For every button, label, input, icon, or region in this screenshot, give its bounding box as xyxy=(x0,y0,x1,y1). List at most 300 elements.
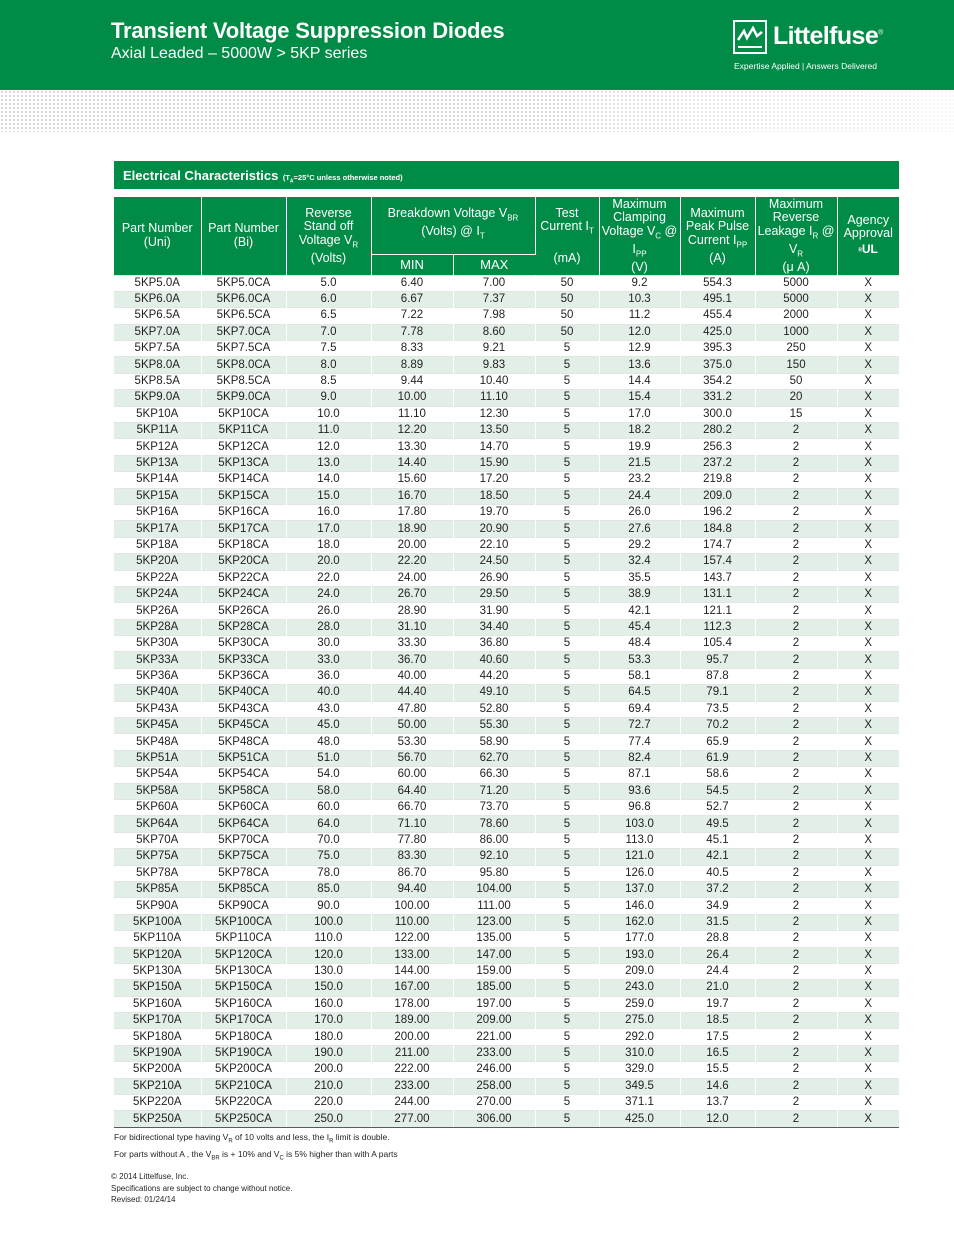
cell-agency-approval: X xyxy=(837,767,899,783)
cell-part-bi: 5KP7.5CA xyxy=(201,341,286,357)
table-row xyxy=(114,734,899,750)
brand-logo xyxy=(733,20,893,70)
cell-breakdown-min: 33.30 xyxy=(371,636,453,652)
cell-breakdown-max: 95.80 xyxy=(453,865,535,881)
cell-test-current: 5 xyxy=(535,996,599,1012)
cell-breakdown-min: 15.60 xyxy=(371,472,453,488)
cell-standoff-voltage: 20.0 xyxy=(286,554,371,570)
cell-peak-pulse-current: 105.4 xyxy=(680,636,755,652)
cell-breakdown-min: 40.00 xyxy=(371,668,453,684)
cell-breakdown-max: 66.30 xyxy=(453,767,535,783)
cell-standoff-voltage: 60.0 xyxy=(286,800,371,816)
cell-standoff-voltage: 6.0 xyxy=(286,291,371,307)
cell-agency-approval: X xyxy=(837,341,899,357)
table-row xyxy=(114,1062,899,1078)
cell-agency-approval: X xyxy=(837,668,899,684)
col-header-peak-pulse: Maximum Peak Pulse Current $I_{PP}$ (A) xyxy=(680,197,755,275)
cell-part-bi: 5KP51CA xyxy=(201,750,286,766)
cell-standoff-voltage: 18.0 xyxy=(286,537,371,553)
page-title: Transient Voltage Suppression Diodes xyxy=(111,18,505,43)
cell-part-bi: 5KP70CA xyxy=(201,832,286,848)
cell-part-uni: 5KP160A xyxy=(114,996,201,1012)
cell-breakdown-min: 94.40 xyxy=(371,881,453,897)
cell-standoff-voltage: 17.0 xyxy=(286,521,371,537)
note-bidirectional: For bidirectional type having $V_R$ of 10 volts and less, the $I_R$ limit is double. xyxy=(114,1132,390,1145)
cell-standoff-voltage: 64.0 xyxy=(286,816,371,832)
cell-clamping-voltage: 77.4 xyxy=(599,734,680,750)
section-note: ($T_A=25^\circ C$ unless otherwise noted) xyxy=(282,173,403,185)
cell-part-bi: 5KP24CA xyxy=(201,586,286,602)
cell-peak-pulse-current: 18.5 xyxy=(680,1013,755,1029)
cell-agency-approval: X xyxy=(837,275,899,291)
cell-clamping-voltage: 275.0 xyxy=(599,1013,680,1029)
cell-standoff-voltage: 160.0 xyxy=(286,996,371,1012)
cell-breakdown-max: 34.40 xyxy=(453,619,535,635)
cell-peak-pulse-current: 196.2 xyxy=(680,504,755,520)
cell-part-bi: 5KP110CA xyxy=(201,931,286,947)
cell-part-bi: 5KP150CA xyxy=(201,980,286,996)
cell-part-uni: 5KP58A xyxy=(114,783,201,799)
cell-part-bi: 5KP28CA xyxy=(201,619,286,635)
cell-agency-approval: X xyxy=(837,324,899,340)
cell-part-bi: 5KP58CA xyxy=(201,783,286,799)
cell-standoff-voltage: 9.0 xyxy=(286,390,371,406)
cell-clamping-voltage: 103.0 xyxy=(599,816,680,832)
disclaimer: Specifications are subject to change without notice. xyxy=(111,1183,293,1193)
table-row xyxy=(114,914,899,930)
table-row xyxy=(114,701,899,717)
col-header-leakage: Maximum Reverse Leakage $I_R$ @ $V_R$ (μ A) xyxy=(755,197,837,275)
cell-test-current: 5 xyxy=(535,455,599,471)
cell-part-uni: 5KP6.5A xyxy=(114,308,201,324)
cell-breakdown-min: 100.00 xyxy=(371,898,453,914)
col-header-part-bi: Part Number (Bi) xyxy=(201,197,286,275)
cell-clamping-voltage: 26.0 xyxy=(599,504,680,520)
cell-breakdown-min: 22.20 xyxy=(371,554,453,570)
cell-part-uni: 5KP5.0A xyxy=(114,275,201,291)
cell-reverse-leakage: 5000 xyxy=(755,291,837,307)
brand-tagline: Expertise Applied | Answers Delivered xyxy=(734,61,878,71)
cell-part-bi: 5KP40CA xyxy=(201,685,286,701)
cell-reverse-leakage: 2 xyxy=(755,570,837,586)
table-row xyxy=(114,603,899,619)
cell-agency-approval: X xyxy=(837,947,899,963)
cell-breakdown-max: 7.00 xyxy=(453,275,535,291)
cell-breakdown-max: 44.20 xyxy=(453,668,535,684)
cell-part-bi: 5KP210CA xyxy=(201,1078,286,1094)
cell-part-bi: 5KP200CA xyxy=(201,1062,286,1078)
cell-reverse-leakage: 2 xyxy=(755,1078,837,1094)
cell-part-uni: 5KP250A xyxy=(114,1111,201,1127)
cell-peak-pulse-current: 45.1 xyxy=(680,832,755,848)
cell-part-bi: 5KP85CA xyxy=(201,881,286,897)
cell-standoff-voltage: 85.0 xyxy=(286,881,371,897)
cell-part-uni: 5KP110A xyxy=(114,931,201,947)
cell-part-uni: 5KP200A xyxy=(114,1062,201,1078)
cell-standoff-voltage: 6.5 xyxy=(286,308,371,324)
table-row xyxy=(114,1111,899,1127)
cell-clamping-voltage: 42.1 xyxy=(599,603,680,619)
cell-part-bi: 5KP64CA xyxy=(201,816,286,832)
cell-reverse-leakage: 2 xyxy=(755,947,837,963)
cell-test-current: 5 xyxy=(535,931,599,947)
cell-standoff-voltage: 10.0 xyxy=(286,406,371,422)
cell-standoff-voltage: 170.0 xyxy=(286,1013,371,1029)
cell-breakdown-max: 12.30 xyxy=(453,406,535,422)
cell-peak-pulse-current: 52.7 xyxy=(680,800,755,816)
cell-test-current: 5 xyxy=(535,603,599,619)
cell-test-current: 5 xyxy=(535,1013,599,1029)
cell-breakdown-min: 71.10 xyxy=(371,816,453,832)
cell-breakdown-min: 8.89 xyxy=(371,357,453,373)
cell-agency-approval: X xyxy=(837,750,899,766)
cell-peak-pulse-current: 28.8 xyxy=(680,931,755,947)
table-row xyxy=(114,586,899,602)
cell-part-bi: 5KP22CA xyxy=(201,570,286,586)
cell-breakdown-max: 9.21 xyxy=(453,341,535,357)
cell-test-current: 5 xyxy=(535,767,599,783)
table-row xyxy=(114,521,899,537)
cell-reverse-leakage: 2 xyxy=(755,636,837,652)
cell-agency-approval: X xyxy=(837,423,899,439)
cell-clamping-voltage: 96.8 xyxy=(599,800,680,816)
cell-reverse-leakage: 2 xyxy=(755,849,837,865)
cell-reverse-leakage: 2 xyxy=(755,881,837,897)
cell-agency-approval: X xyxy=(837,1095,899,1111)
cell-test-current: 5 xyxy=(535,1045,599,1061)
cell-reverse-leakage: 2 xyxy=(755,586,837,602)
cell-reverse-leakage: 2 xyxy=(755,701,837,717)
cell-reverse-leakage: 15 xyxy=(755,406,837,422)
cell-reverse-leakage: 50 xyxy=(755,373,837,389)
cell-peak-pulse-current: 15.5 xyxy=(680,1062,755,1078)
cell-agency-approval: X xyxy=(837,1062,899,1078)
cell-standoff-voltage: 7.0 xyxy=(286,324,371,340)
cell-reverse-leakage: 2 xyxy=(755,504,837,520)
table-row xyxy=(114,1029,899,1045)
cell-test-current: 5 xyxy=(535,636,599,652)
table-row xyxy=(114,636,899,652)
cell-breakdown-min: 31.10 xyxy=(371,619,453,635)
cell-breakdown-min: 56.70 xyxy=(371,750,453,766)
cell-clamping-voltage: 113.0 xyxy=(599,832,680,848)
cell-peak-pulse-current: 280.2 xyxy=(680,423,755,439)
cell-part-bi: 5KP20CA xyxy=(201,554,286,570)
table-row xyxy=(114,308,899,324)
cell-peak-pulse-current: 121.1 xyxy=(680,603,755,619)
cell-standoff-voltage: 200.0 xyxy=(286,1062,371,1078)
cell-reverse-leakage: 2 xyxy=(755,1029,837,1045)
cell-part-bi: 5KP170CA xyxy=(201,1013,286,1029)
cell-breakdown-min: 17.80 xyxy=(371,504,453,520)
cell-standoff-voltage: 24.0 xyxy=(286,586,371,602)
cell-test-current: 5 xyxy=(535,1111,599,1127)
cell-part-bi: 5KP7.0CA xyxy=(201,324,286,340)
cell-reverse-leakage: 2 xyxy=(755,996,837,1012)
cell-reverse-leakage: 2 xyxy=(755,652,837,668)
cell-clamping-voltage: 35.5 xyxy=(599,570,680,586)
cell-breakdown-min: 28.90 xyxy=(371,603,453,619)
cell-breakdown-max: 26.90 xyxy=(453,570,535,586)
cell-agency-approval: X xyxy=(837,783,899,799)
cell-breakdown-min: 20.00 xyxy=(371,537,453,553)
cell-breakdown-min: 6.67 xyxy=(371,291,453,307)
cell-clamping-voltage: 12.9 xyxy=(599,341,680,357)
cell-reverse-leakage: 2 xyxy=(755,832,837,848)
cell-reverse-leakage: 150 xyxy=(755,357,837,373)
cell-part-bi: 5KP120CA xyxy=(201,947,286,963)
cell-part-bi: 5KP26CA xyxy=(201,603,286,619)
cell-test-current: 5 xyxy=(535,652,599,668)
cell-agency-approval: X xyxy=(837,357,899,373)
cell-test-current: 5 xyxy=(535,718,599,734)
cell-part-bi: 5KP60CA xyxy=(201,800,286,816)
cell-clamping-voltage: 292.0 xyxy=(599,1029,680,1045)
cell-breakdown-min: 11.10 xyxy=(371,406,453,422)
cell-reverse-leakage: 2 xyxy=(755,750,837,766)
cell-part-uni: 5KP54A xyxy=(114,767,201,783)
cell-part-bi: 5KP54CA xyxy=(201,767,286,783)
cell-breakdown-min: 86.70 xyxy=(371,865,453,881)
table-row xyxy=(114,423,899,439)
cell-agency-approval: X xyxy=(837,603,899,619)
cell-standoff-voltage: 190.0 xyxy=(286,1045,371,1061)
section-header-bar xyxy=(114,161,899,189)
cell-breakdown-min: 64.40 xyxy=(371,783,453,799)
cell-peak-pulse-current: 65.9 xyxy=(680,734,755,750)
cell-clamping-voltage: 162.0 xyxy=(599,914,680,930)
cell-breakdown-min: 77.80 xyxy=(371,832,453,848)
cell-breakdown-max: 8.60 xyxy=(453,324,535,340)
cell-test-current: 5 xyxy=(535,390,599,406)
cell-breakdown-max: 36.80 xyxy=(453,636,535,652)
cell-agency-approval: X xyxy=(837,390,899,406)
cell-peak-pulse-current: 95.7 xyxy=(680,652,755,668)
cell-reverse-leakage: 2 xyxy=(755,931,837,947)
cell-agency-approval: X xyxy=(837,1078,899,1094)
cell-clamping-voltage: 126.0 xyxy=(599,865,680,881)
cell-clamping-voltage: 18.2 xyxy=(599,423,680,439)
cell-breakdown-min: 189.00 xyxy=(371,1013,453,1029)
cell-standoff-voltage: 26.0 xyxy=(286,603,371,619)
cell-standoff-voltage: 7.5 xyxy=(286,341,371,357)
cell-test-current: 5 xyxy=(535,783,599,799)
cell-part-bi: 5KP12CA xyxy=(201,439,286,455)
cell-clamping-voltage: 69.4 xyxy=(599,701,680,717)
cell-test-current: 5 xyxy=(535,1095,599,1111)
cell-agency-approval: X xyxy=(837,1045,899,1061)
cell-agency-approval: X xyxy=(837,963,899,979)
cell-reverse-leakage: 2 xyxy=(755,488,837,504)
cell-breakdown-min: 26.70 xyxy=(371,586,453,602)
cell-standoff-voltage: 45.0 xyxy=(286,718,371,734)
cell-part-uni: 5KP13A xyxy=(114,455,201,471)
cell-agency-approval: X xyxy=(837,996,899,1012)
cell-test-current: 5 xyxy=(535,832,599,848)
cell-part-bi: 5KP220CA xyxy=(201,1095,286,1111)
cell-clamping-voltage: 24.4 xyxy=(599,488,680,504)
cell-part-bi: 5KP5.0CA xyxy=(201,275,286,291)
cell-agency-approval: X xyxy=(837,537,899,553)
cell-peak-pulse-current: 61.9 xyxy=(680,750,755,766)
cell-reverse-leakage: 2 xyxy=(755,1111,837,1127)
cell-clamping-voltage: 209.0 xyxy=(599,963,680,979)
cell-reverse-leakage: 2 xyxy=(755,537,837,553)
cell-agency-approval: X xyxy=(837,1013,899,1029)
cell-breakdown-max: 62.70 xyxy=(453,750,535,766)
cell-part-bi: 5KP13CA xyxy=(201,455,286,471)
cell-standoff-voltage: 8.5 xyxy=(286,373,371,389)
cell-agency-approval: X xyxy=(837,1111,899,1127)
table-row xyxy=(114,504,899,520)
cell-clamping-voltage: 310.0 xyxy=(599,1045,680,1061)
cell-breakdown-max: 209.00 xyxy=(453,1013,535,1029)
cell-agency-approval: X xyxy=(837,472,899,488)
cell-test-current: 5 xyxy=(535,406,599,422)
cell-peak-pulse-current: 209.0 xyxy=(680,488,755,504)
cell-reverse-leakage: 2 xyxy=(755,980,837,996)
cell-reverse-leakage: 2 xyxy=(755,816,837,832)
cell-test-current: 5 xyxy=(535,816,599,832)
cell-agency-approval: X xyxy=(837,291,899,307)
revised-date: Revised: 01/24/14 xyxy=(111,1195,176,1204)
table-row xyxy=(114,881,899,897)
cell-peak-pulse-current: 17.5 xyxy=(680,1029,755,1045)
cell-reverse-leakage: 2 xyxy=(755,1062,837,1078)
cell-standoff-voltage: 48.0 xyxy=(286,734,371,750)
cell-part-uni: 5KP24A xyxy=(114,586,201,602)
cell-part-uni: 5KP8.5A xyxy=(114,373,201,389)
cell-agency-approval: X xyxy=(837,881,899,897)
cell-agency-approval: X xyxy=(837,1029,899,1045)
cell-part-bi: 5KP90CA xyxy=(201,898,286,914)
cell-breakdown-min: 36.70 xyxy=(371,652,453,668)
col-header-test-current: Test Current $I_T$ (mA) xyxy=(535,197,599,275)
cell-clamping-voltage: 48.4 xyxy=(599,636,680,652)
col-header-breakdown: Breakdown Voltage $V_{BR}$ (Volts) @ $I_T$ xyxy=(371,197,535,254)
cell-agency-approval: X xyxy=(837,865,899,881)
cell-agency-approval: X xyxy=(837,406,899,422)
table-row xyxy=(114,472,899,488)
cell-breakdown-min: 7.78 xyxy=(371,324,453,340)
cell-part-uni: 5KP150A xyxy=(114,980,201,996)
cell-peak-pulse-current: 554.3 xyxy=(680,275,755,291)
cell-reverse-leakage: 2 xyxy=(755,783,837,799)
cell-breakdown-max: 73.70 xyxy=(453,800,535,816)
cell-peak-pulse-current: 34.9 xyxy=(680,898,755,914)
cell-test-current: 5 xyxy=(535,898,599,914)
cell-breakdown-max: 86.00 xyxy=(453,832,535,848)
table-row xyxy=(114,931,899,947)
cell-agency-approval: X xyxy=(837,439,899,455)
table-row xyxy=(114,980,899,996)
cell-part-bi: 5KP78CA xyxy=(201,865,286,881)
cell-reverse-leakage: 2000 xyxy=(755,308,837,324)
cell-reverse-leakage: 2 xyxy=(755,1013,837,1029)
cell-part-uni: 5KP30A xyxy=(114,636,201,652)
table-row xyxy=(114,652,899,668)
cell-breakdown-max: 197.00 xyxy=(453,996,535,1012)
cell-clamping-voltage: 193.0 xyxy=(599,947,680,963)
cell-agency-approval: X xyxy=(837,701,899,717)
cell-clamping-voltage: 371.1 xyxy=(599,1095,680,1111)
cell-part-uni: 5KP70A xyxy=(114,832,201,848)
cell-breakdown-min: 7.22 xyxy=(371,308,453,324)
cell-test-current: 50 xyxy=(535,275,599,291)
cell-peak-pulse-current: 31.5 xyxy=(680,914,755,930)
cell-breakdown-min: 10.00 xyxy=(371,390,453,406)
cell-test-current: 5 xyxy=(535,570,599,586)
table-row xyxy=(114,783,899,799)
cell-breakdown-max: 29.50 xyxy=(453,586,535,602)
cell-breakdown-min: 66.70 xyxy=(371,800,453,816)
col-header-part-uni: Part Number (Uni) xyxy=(114,197,201,275)
cell-agency-approval: X xyxy=(837,373,899,389)
cell-test-current: 5 xyxy=(535,504,599,520)
cell-breakdown-max: 58.90 xyxy=(453,734,535,750)
table-row xyxy=(114,324,899,340)
cell-breakdown-min: 200.00 xyxy=(371,1029,453,1045)
cell-part-bi: 5KP75CA xyxy=(201,849,286,865)
cell-breakdown-min: 6.40 xyxy=(371,275,453,291)
cell-breakdown-max: 19.70 xyxy=(453,504,535,520)
cell-reverse-leakage: 2 xyxy=(755,685,837,701)
cell-breakdown-max: 13.50 xyxy=(453,423,535,439)
table-row xyxy=(114,619,899,635)
cell-part-uni: 5KP220A xyxy=(114,1095,201,1111)
cell-breakdown-min: 222.00 xyxy=(371,1062,453,1078)
cell-clamping-voltage: 27.6 xyxy=(599,521,680,537)
cell-reverse-leakage: 2 xyxy=(755,718,837,734)
cell-part-uni: 5KP120A xyxy=(114,947,201,963)
cell-peak-pulse-current: 87.8 xyxy=(680,668,755,684)
cell-breakdown-max: 111.00 xyxy=(453,898,535,914)
cell-clamping-voltage: 32.4 xyxy=(599,554,680,570)
cell-breakdown-max: 135.00 xyxy=(453,931,535,947)
cell-breakdown-max: 55.30 xyxy=(453,718,535,734)
page-subtitle: Axial Leaded – 5000W > 5KP series xyxy=(111,45,368,62)
table-row xyxy=(114,488,899,504)
table-row xyxy=(114,800,899,816)
brand-name: Littelfuse® xyxy=(773,22,883,50)
cell-part-bi: 5KP45CA xyxy=(201,718,286,734)
table-row xyxy=(114,996,899,1012)
cell-agency-approval: X xyxy=(837,554,899,570)
cell-breakdown-min: 211.00 xyxy=(371,1045,453,1061)
cell-breakdown-max: 270.00 xyxy=(453,1095,535,1111)
cell-part-bi: 5KP36CA xyxy=(201,668,286,684)
cell-breakdown-min: 12.20 xyxy=(371,423,453,439)
copyright: © 2014 Littelfuse, Inc. xyxy=(111,1172,189,1181)
table-notes xyxy=(114,1131,398,1164)
cell-clamping-voltage: 137.0 xyxy=(599,881,680,897)
cell-reverse-leakage: 1000 xyxy=(755,324,837,340)
cell-reverse-leakage: 2 xyxy=(755,603,837,619)
cell-peak-pulse-current: 375.0 xyxy=(680,357,755,373)
cell-breakdown-min: 18.90 xyxy=(371,521,453,537)
cell-part-uni: 5KP75A xyxy=(114,849,201,865)
cell-part-bi: 5KP16CA xyxy=(201,504,286,520)
cell-breakdown-max: 22.10 xyxy=(453,537,535,553)
cell-part-bi: 5KP14CA xyxy=(201,472,286,488)
cell-peak-pulse-current: 495.1 xyxy=(680,291,755,307)
cell-clamping-voltage: 15.4 xyxy=(599,390,680,406)
table-row xyxy=(114,767,899,783)
cell-agency-approval: X xyxy=(837,586,899,602)
cell-breakdown-min: 144.00 xyxy=(371,963,453,979)
cell-standoff-voltage: 110.0 xyxy=(286,931,371,947)
cell-agency-approval: X xyxy=(837,308,899,324)
